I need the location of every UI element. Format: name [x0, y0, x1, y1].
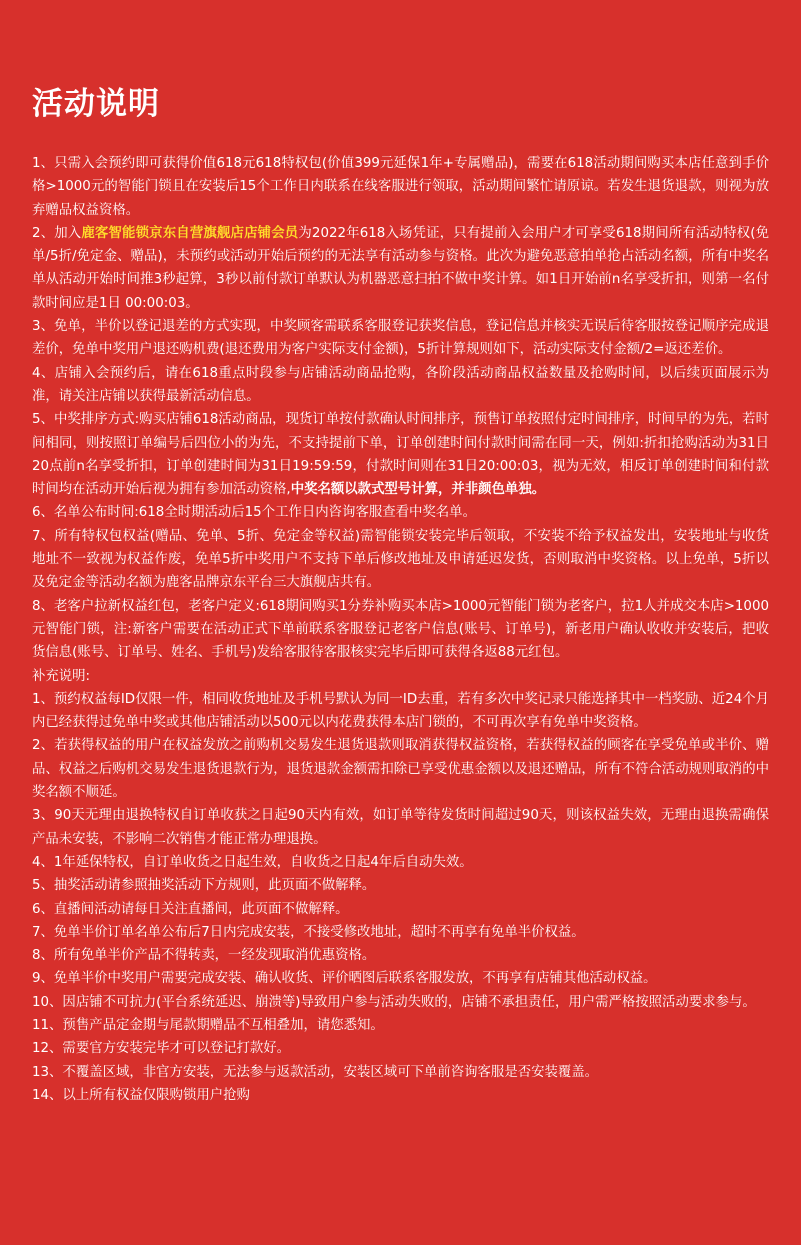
supplement-item-14: 14、以上所有权益仅限购锁用户抢购: [32, 1087, 250, 1103]
supplement-item-9: 9、免单半价中奖用户需要完成安装、确认收货、评价晒图后联系客服发放，不再享有店铺其他活动权益。: [32, 971, 657, 987]
supplement-item-5: 5、抽奖活动请参照抽奖活动下方规则，此页面不做解释。: [32, 878, 376, 894]
rule-6: 6、名单公布时间:618全时期活动后15个工作日内咨询客服查看中奖名单。: [32, 505, 476, 521]
rule-5-bold-note: 中奖名额以款式型号计算，并非颜色单独。: [290, 482, 546, 498]
supplement-item-3: 3、90天无理由退换特权自订单收获之日起90天内有效，如订单等待发货时间超过90天，则该权益失效，无理由退换需确保产品未安装，不影响二次销售才能正常办理退换。: [32, 808, 769, 847]
supplement-heading: 补充说明:: [32, 668, 91, 684]
supplement-item-6: 6、直播间活动请每日关注直播间，此页面不做解释。: [32, 901, 349, 917]
rule-8: 8、老客户拉新权益红包，老客户定义:618期间购买1分券补购买本店>1000元智能门锁为老客户，拉1人并成交本店>1000元智能门锁，注:新客户需要在活动正式下单前联系客服登记老客户信息(账号、订单号)，新老用户确认收收并安装后，把收货信息(账号、订单号、姓名、手机号)发给客服待客服核实完毕后即可获得各返88元红包。: [32, 598, 769, 661]
supplement-item-10: 10、因店铺不可抗力(平台系统延迟、崩溃等)导致用户参与活动失败的，店铺不承担责任，用户需严格按照活动要求参与。: [32, 994, 756, 1010]
supplement-item-12: 12、需要官方安装完毕才可以登记打款好。: [32, 1041, 291, 1057]
rule-4: 4、店铺入会预约后，请在618重点时段参与店铺活动商品抢购，各阶段活动商品权益数量及抢购时间，以后续页面展示为准，请关注店铺以获得最新活动信息。: [32, 365, 769, 404]
rule-1: 1、只需入会预约即可获得价值618元618特权包(价值399元延保1年+专属赠品)，需要在618活动期间购买本店任意到手价格>1000元的智能门锁且在安装后15个工作日内联系在线客服进行领取，活动期间繁忙请原谅。若发生退货退款，则视为放弃赠品权益资格。: [32, 156, 769, 218]
supplement-item-2: 2、若获得权益的用户在权益发放之前购机交易发生退货退款则取消获得权益资格，若获得权益的顾客在享受免单或半价、赠品、权益之后购机交易发生退货退款行为，退货退款金额需扣除已享受优惠金额以及退还赠品，所有不符合活动规则取消的中奖名额不顺延。: [32, 738, 769, 801]
page-title: 活动说明: [32, 86, 160, 122]
supplement-item-13: 13、不覆盖区域，非官方安装，无法参与返款活动，安装区域可下单前咨询客服是否安装覆盖。: [32, 1064, 599, 1080]
rule-2: [32, 222, 769, 315]
rule-5: [32, 408, 769, 501]
supplement-item-7: 7、免单半价订单名单公布后7日内完成安装，不接受修改地址，超时不再享有免单半价权益。: [32, 924, 585, 940]
rule-5-body: 5、中奖排序方式:购买店铺618活动商品，现货订单按付款确认时间排序，预售订单按照付定时间排序，时间早的为先，若时间相同，则按照订单编号后四位小的为先，不支持提前下单，订单创建时间付款时间需在同一天，例如:折扣抢购活动为31日20点前n名享受折扣，订单创建时间为31日19:59:59，付款时间则在31日20:00:03，视为无效，相反订单创建时间和付款时间均在活动开始后视为拥有参加活动资格,: [32, 412, 769, 498]
rule-7: 7、所有特权包权益(赠品、免单、5折、免定金等权益)需智能锁安装完毕后领取，不安装不给予权益发出，安装地址与收货地址不一致视为权益作废，免单5折中奖用户不支持下单后修改地址及申请延迟发货，否则取消中奖资格。以上免单，5折以及免定金等活动名额为鹿客品牌京东平台三大旗舰店共有。: [32, 528, 769, 591]
supplement-item-4: 4、1年延保特权，自订单收货之日起生效，自收货之日起4年后自动失效。: [32, 854, 473, 870]
store-member-highlight: 鹿客智能锁京东自营旗舰店店铺会员: [81, 225, 299, 241]
rule-2-body: 为2022年618入场凭证，只有提前入会用户才可享受618期间所有活动特权(免单/5折/免定金、赠品)，未预约或活动开始后预约的无法享有活动参与资格。此次为避免恶意拍单抢占活动名额，所有中奖名单从活动开始时间推3秒起算，3秒以前付款订单默认为机器恶意扫拍不做中奖计算。如1日开始前n名享受折扣，则第一名付款时间应是1日 00:00:03。: [32, 225, 769, 311]
supplement-item-1: 1、预约权益每ID仅限一件，相同收货地址及手机号默认为同一ID去重，若有多次中奖记录只能选择其中一档奖励、近24个月内已经获得过免单中奖或其他店铺活动以500元以内花费获得本店门锁的，不可再次享有免单中奖资格。: [32, 691, 769, 731]
supplement-item-8: 8、所有免单半价产品不得转卖，一经发现取消优惠资格。: [32, 948, 376, 964]
rules-content: [32, 152, 769, 1107]
supplement-item-11: 11、预售产品定金期与尾款期赠品不互相叠加，请您悉知。: [32, 1017, 384, 1033]
rule-3: 3、免单，半价以登记退差的方式实现，中奖顾客需联系客服登记获奖信息，登记信息并核实无误后待客服按登记顺序完成退差价，免单中奖用户退还购机费(退还费用为客户实际支付金额)，5折计算规则如下，活动实际支付金额/2=返还差价。: [32, 319, 769, 358]
rule-2-prefix: 2、加入: [32, 225, 82, 241]
